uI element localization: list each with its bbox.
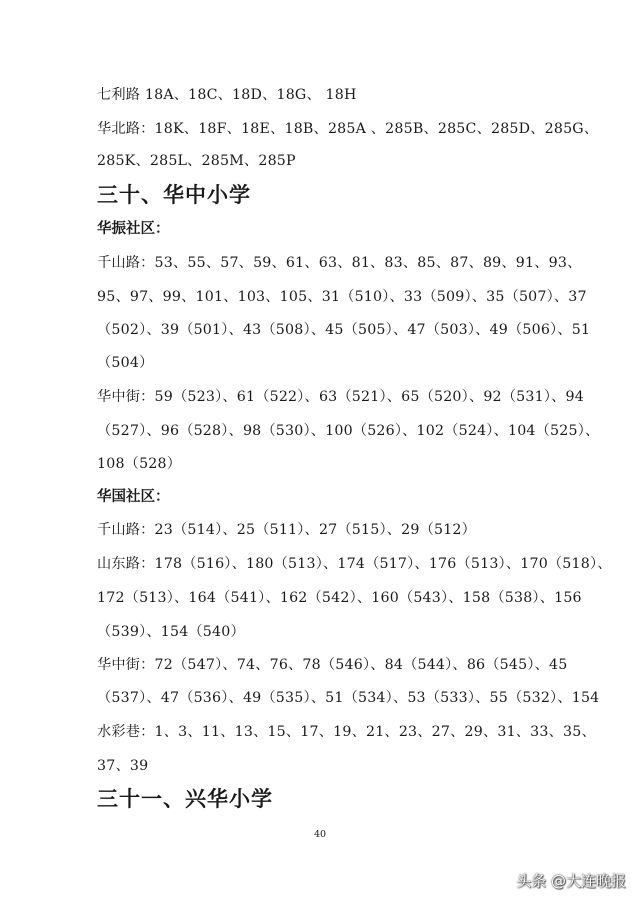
text-line: 95、97、99、101、103、105、31（510）、33（509）、35（507）、37: [97, 289, 587, 305]
text-line: 华中街：72（547）、74、76、78（546）、84（544）、86（545）、45: [97, 657, 568, 673]
text-line: 华北路：18K、18F、18E、18B、285A 、285B、285C、285D、285G、: [97, 121, 599, 137]
text-line: 山东路：178（516）、180（513）、174（517）、176（513）、170（518）、: [97, 556, 612, 572]
text-line: （539）、154（540）: [97, 624, 245, 640]
page-number: 40: [313, 829, 327, 840]
text-line: 华中街：59（523）、61（522）、63（521）、65（520）、92（531）、94: [97, 389, 584, 405]
section-heading: 三十、华中小学: [97, 183, 251, 207]
text-line: 37、39: [97, 758, 149, 774]
text-line: 172（513）、164（541）、162（542）、160（543）、158（538）、156: [97, 590, 582, 606]
text-line: 108（528）: [97, 456, 182, 472]
subsection-heading: 华振社区：: [97, 221, 170, 237]
text-line: （502）、39（501）、43（508）、45（505）、47（503）、49（506）、51: [97, 322, 591, 338]
text-line: （537）、47（536）、49（535）、51（534）、53（533）、55（532）、154: [97, 690, 600, 706]
section-heading: 三十一、兴华小学: [97, 787, 273, 811]
text-line: 千山路：23（514）、25（511）、27（515）、29（512）: [97, 522, 477, 538]
subsection-heading: 华国社区：: [97, 489, 170, 505]
text-line: 七利路 18A、18C、18D、18G、 18H: [97, 87, 357, 103]
watermark: 头条 @大连晚报: [516, 872, 626, 890]
text-line: 千山路：53、55、57、59、61、63、81、83、85、87、89、91、93、: [97, 255, 582, 271]
text-line: （527）、96（528）、98（530）、100（526）、102（524）、104（525）、: [97, 423, 600, 439]
text-line: （504）: [97, 355, 154, 371]
text-line: 285K、285L、285M、285P: [97, 153, 296, 169]
text-line: 水彩巷：1、3、11、13、15、17、19、21、23、27、29、31、33、35、: [97, 724, 596, 740]
